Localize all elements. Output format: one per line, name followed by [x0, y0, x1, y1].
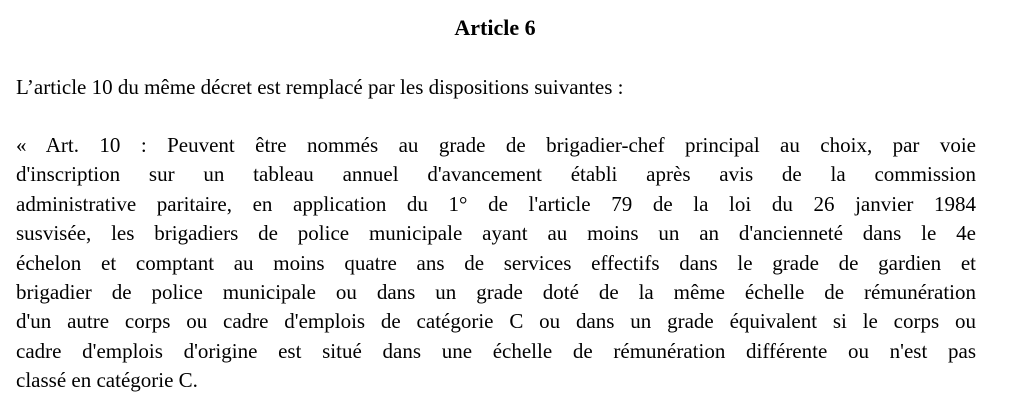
body-line: échelon et comptant au moins quatre ans de services effectifs dans le grade de gardien et — [16, 250, 976, 275]
body-line: cadre d'emplois d'origine est situé dans une échelle de rémunération différente ou n'est pas — [16, 338, 976, 363]
article-heading: Article 6 — [454, 15, 536, 40]
body-line: administrative paritaire, en application du 1° de l'article 79 de la loi du 26 janvier 1984 — [16, 191, 976, 216]
article-body — [16, 131, 976, 396]
body-line: brigadier de police municipale ou dans un grade doté de la même échelle de rémunération — [16, 280, 976, 305]
body-line: susvisée, les brigadiers de police municipale ayant au moins un an d'ancienneté dans le 4e — [16, 221, 976, 246]
body-line: d'un autre corps ou cadre d'emplois de catégorie C ou dans un grade équivalent si le corps ou — [16, 309, 976, 334]
intro-paragraph: L’article 10 du même décret est remplacé par les dispositions suivantes : — [16, 75, 624, 99]
body-line: « Art. 10 : Peuvent être nommés au grade de brigadier-chef principal au choix, par voie — [16, 133, 976, 157]
body-line: classé en catégorie C. — [16, 368, 198, 393]
body-line: d'inscription sur un tableau annuel d'avancement établi après avis de la commission — [16, 162, 976, 187]
